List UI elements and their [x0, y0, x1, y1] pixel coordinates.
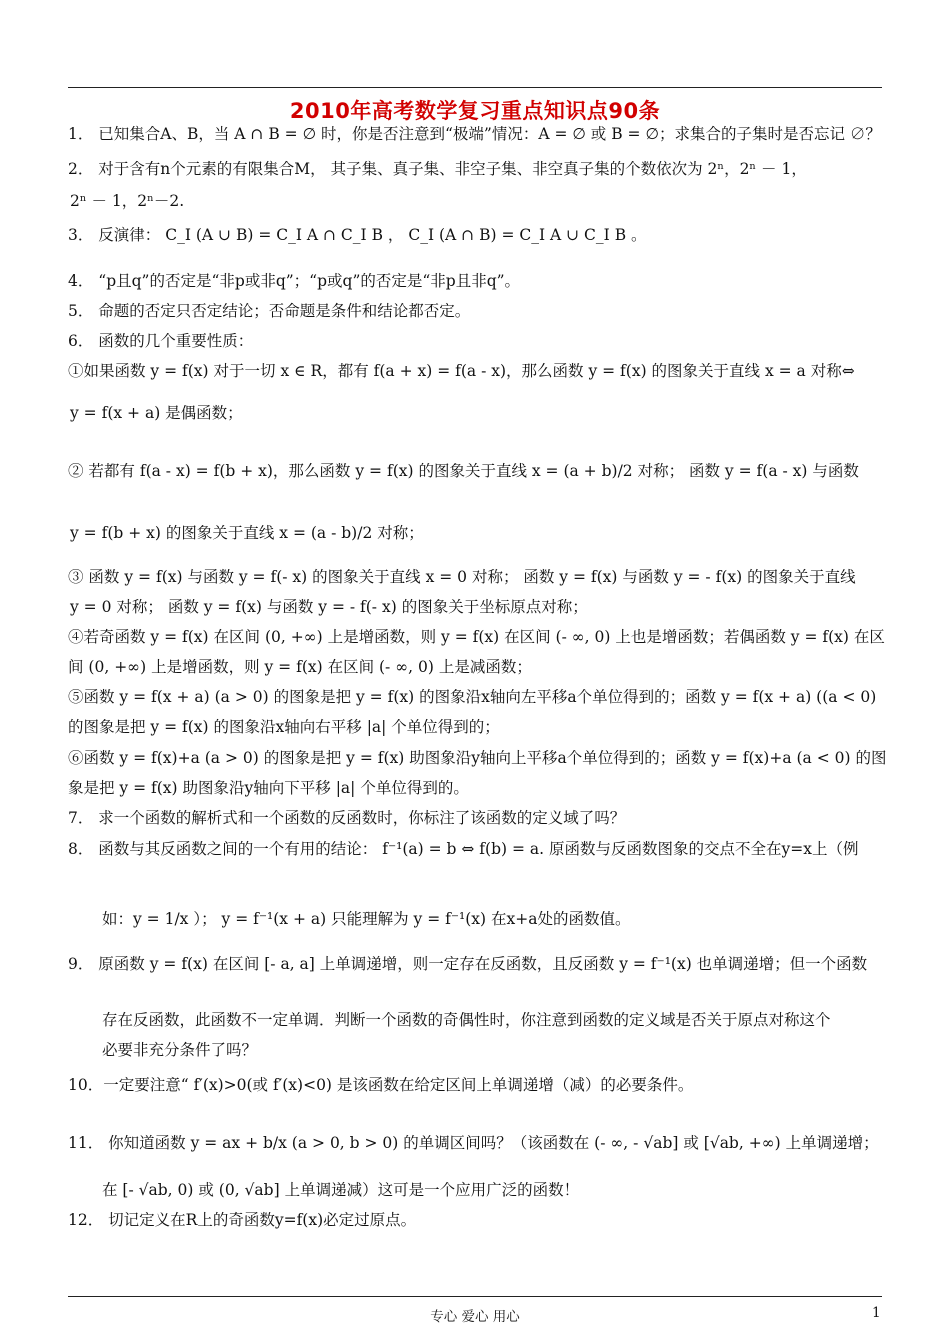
text-line: 存在反函数，此函数不一定单调．判断一个函数的奇偶性时，你注意到函数的定义域是否关于原点对称这个: [102, 1011, 831, 1029]
page-number: 1: [872, 1305, 881, 1321]
text-line: 2． 对于含有n个元素的有限集合M， 其子集、真子集、非空子集、非空真子集的个数依次为 2ⁿ，2ⁿ － 1，: [68, 160, 807, 178]
text-line: 5． 命题的否定只否定结论；否命题是条件和结论都否定。: [68, 302, 471, 320]
text-line: y = 0 对称； 函数 y = f(x) 与函数 y = - f(- x) 的图象关于坐标原点对称；: [70, 598, 588, 616]
text-line: 在 [- √ab, 0) 或 (0, √ab] 上单调递减）这可是一个应用广泛的函数！: [102, 1181, 580, 1199]
document-title: 2010年高考数学复习重点知识点90条: [289, 99, 661, 123]
page-footer: 专心 爱心 用心: [430, 1309, 520, 1325]
text-line: 9． 原函数 y = f(x) 在区间 [- a, a] 上单调递增，则一定存在反函数，且反函数 y = f⁻¹(x) 也单调递增；但一个函数: [68, 955, 868, 973]
text-line: 2ⁿ － 1，2ⁿ－2.: [70, 192, 185, 210]
text-line: 的图象是把 y = f(x) 的图象沿x轴向右平移 |a| 个单位得到的；: [68, 718, 500, 736]
text-line: 10．一定要注意“ f′(x)>0(或 f′(x)<0) 是该函数在给定区间上单调递增（减）的必要条件。: [68, 1076, 694, 1094]
text-line: 3． 反演律： C_I (A ∪ B) = C_I A ∩ C_I B ， C_I (A ∩ B) = C_I A ∪ C_I B 。: [68, 226, 647, 244]
text-line: ② 若都有 f(a - x) = f(b + x)，那么函数 y = f(x) 的图象关于直线 x = (a + b)/2 对称； 函数 y = f(a - x) 与函数: [68, 462, 859, 480]
text-line: 8． 函数与其反函数之间的一个有用的结论： f⁻¹(a) = b ⇔ f(b) = a. 原函数与反函数图象的交点不全在y=x上（例: [68, 840, 859, 858]
text-line: 间 (0, +∞) 上是增函数，则 y = f(x) 在区间 (- ∞, 0) 上是减函数；: [68, 658, 532, 676]
text-line: ⑤函数 y = f(x + a) (a > 0) 的图象是把 y = f(x) 的图象沿x轴向左平移a个单位得到的；函数 y = f(x + a) ((a < 0): [68, 688, 877, 706]
text-line: ⑥函数 y = f(x)+a (a > 0) 的图象是把 y = f(x) 助图象沿y轴向上平移a个单位得到的；函数 y = f(x)+a (a < 0) 的图: [68, 749, 887, 767]
text-line: ③ 函数 y = f(x) 与函数 y = f(- x) 的图象关于直线 x = 0 对称； 函数 y = f(x) 与函数 y = - f(x) 的图象关于直线: [68, 568, 856, 586]
text-line: 11． 你知道函数 y = ax + b/x (a > 0, b > 0) 的单调区间吗？（该函数在 (- ∞, - √ab] 或 [√ab, +∞) 上单调递增；: [68, 1134, 879, 1152]
text-line: ①如果函数 y = f(x) 对于一切 x ∈ R，都有 f(a + x) = f(a - x)，那么函数 y = f(x) 的图象关于直线 x = a 对称⇔: [68, 362, 855, 380]
text-line: y = f(x + a) 是偶函数；: [70, 404, 243, 422]
text-line: 12． 切记定义在R上的奇函数y=f(x)必定过原点。: [68, 1211, 417, 1229]
text-line: 1． 已知集合A、B，当 A ∩ B = ∅ 时，你是否注意到“极端”情况：A = ∅ 或 B = ∅；求集合的子集时是否忘记 ∅？: [68, 125, 881, 143]
text-line: 如：y = 1/x ）； y = f⁻¹(x + a) 只能理解为 y = f⁻¹(x) 在x+a处的函数值。: [102, 910, 631, 928]
text-line: ④若奇函数 y = f(x) 在区间 (0, +∞) 上是增函数，则 y = f(x) 在区间 (- ∞, 0) 上也是增函数；若偶函数 y = f(x) 在区: [68, 628, 885, 646]
bottom-rule: [68, 1296, 882, 1297]
text-line: 必要非充分条件了吗？: [102, 1041, 258, 1059]
text-line: 7． 求一个函数的解析式和一个函数的反函数时，你标注了该函数的定义域了吗？: [68, 809, 626, 827]
text-line: 象是把 y = f(x) 助图象沿y轴向下平移 |a| 个单位得到的。: [68, 779, 469, 797]
top-rule: [68, 87, 882, 88]
text-line: 6． 函数的几个重要性质：: [68, 332, 254, 350]
text-line: 4． “p且q”的否定是“非p或非q”；“p或q”的否定是“非p且非q”。: [68, 272, 521, 290]
text-line: y = f(b + x) 的图象关于直线 x = (a - b)/2 对称；: [70, 524, 424, 542]
